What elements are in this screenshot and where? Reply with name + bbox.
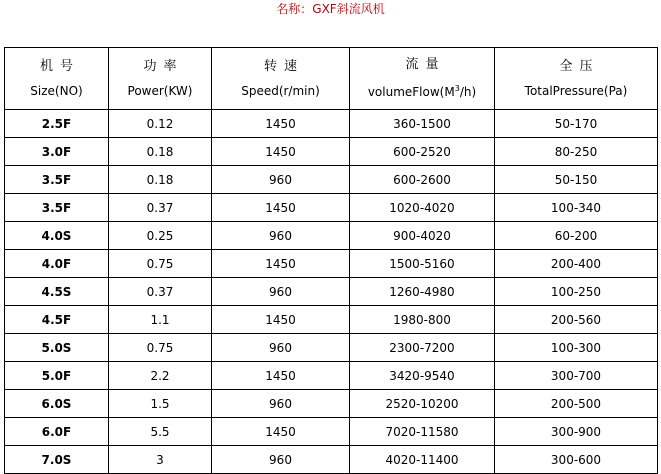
cell-pressure: 300-700	[495, 362, 658, 390]
table-row	[5, 278, 658, 306]
table-row	[5, 362, 658, 390]
cell-speed: 1450	[212, 250, 350, 278]
cell-power: 1.5	[109, 390, 212, 418]
cell-size: 5.0S	[5, 334, 109, 362]
header-flow-cn: 流量	[405, 57, 446, 72]
page-title: 名称：GXF斜流风机	[276, 2, 385, 16]
cell-power: 0.18	[109, 166, 212, 194]
header-speed	[212, 48, 350, 110]
cell-power: 0.37	[109, 194, 212, 222]
table-row	[5, 418, 658, 446]
cell-speed: 960	[212, 334, 350, 362]
cell-flow: 1500-5160	[350, 250, 495, 278]
cell-pressure: 100-340	[495, 194, 658, 222]
header-speed-en: Speed(r/min)	[241, 83, 320, 98]
header-flow-en-prefix: volumeFlow(M	[367, 85, 455, 99]
table-row	[5, 110, 658, 138]
cell-speed: 960	[212, 278, 350, 306]
cell-pressure: 60-200	[495, 222, 658, 250]
table-row	[5, 446, 658, 474]
header-size	[5, 48, 109, 110]
header-power	[109, 48, 212, 110]
cell-power: 1.1	[109, 306, 212, 334]
cell-pressure: 300-600	[495, 446, 658, 474]
cell-flow: 3420-9540	[350, 362, 495, 390]
cell-pressure: 200-560	[495, 306, 658, 334]
header-flow-en-suffix: /h)	[459, 85, 477, 99]
cell-power: 0.37	[109, 278, 212, 306]
cell-power: 0.25	[109, 222, 212, 250]
header-flow-en-sup: 3	[454, 84, 460, 93]
cell-power: 0.75	[109, 250, 212, 278]
cell-size: 3.5F	[5, 166, 109, 194]
table-row	[5, 334, 658, 362]
table-row	[5, 306, 658, 334]
fan-spec-table	[4, 47, 658, 474]
header-power-en: Power(KW)	[127, 83, 193, 98]
cell-power: 3	[109, 446, 212, 474]
table-row	[5, 390, 658, 418]
cell-power: 0.18	[109, 138, 212, 166]
cell-flow: 1020-4020	[350, 194, 495, 222]
cell-speed: 960	[212, 166, 350, 194]
cell-size: 4.0F	[5, 250, 109, 278]
cell-flow: 2520-10200	[350, 390, 495, 418]
table-row	[5, 250, 658, 278]
cell-size: 6.0F	[5, 418, 109, 446]
cell-speed: 960	[212, 222, 350, 250]
header-size-cn: 机号	[39, 58, 80, 74]
cell-size: 2.5F	[5, 110, 109, 138]
cell-pressure: 100-300	[495, 334, 658, 362]
cell-size: 4.5F	[5, 306, 109, 334]
cell-flow: 1980-800	[350, 306, 495, 334]
cell-pressure: 50-170	[495, 110, 658, 138]
table-row	[5, 222, 658, 250]
cell-flow: 360-1500	[350, 110, 495, 138]
cell-flow: 7020-11580	[350, 418, 495, 446]
cell-power: 5.5	[109, 418, 212, 446]
table-row	[5, 166, 658, 194]
header-flow-en	[350, 80, 494, 101]
cell-flow: 600-2520	[350, 138, 495, 166]
cell-speed: 1450	[212, 362, 350, 390]
table-header-row	[5, 48, 658, 110]
cell-pressure: 200-500	[495, 390, 658, 418]
header-speed-cn: 转速	[263, 58, 304, 74]
cell-speed: 1450	[212, 194, 350, 222]
cell-size: 4.0S	[5, 222, 109, 250]
cell-power: 0.75	[109, 334, 212, 362]
cell-speed: 1450	[212, 138, 350, 166]
cell-power: 2.2	[109, 362, 212, 390]
cell-size: 7.0S	[5, 446, 109, 474]
cell-pressure: 100-250	[495, 278, 658, 306]
table-row	[5, 138, 658, 166]
header-flow	[350, 48, 495, 110]
cell-pressure: 50-150	[495, 166, 658, 194]
header-pressure-cn: 全压	[559, 58, 600, 74]
cell-pressure: 200-400	[495, 250, 658, 278]
cell-pressure: 300-900	[495, 418, 658, 446]
cell-size: 3.5F	[5, 194, 109, 222]
cell-size: 4.5S	[5, 278, 109, 306]
cell-speed: 960	[212, 390, 350, 418]
cell-speed: 1450	[212, 110, 350, 138]
cell-flow: 600-2600	[350, 166, 495, 194]
cell-power: 0.12	[109, 110, 212, 138]
cell-size: 6.0S	[5, 390, 109, 418]
cell-speed: 960	[212, 446, 350, 474]
header-size-en: Size(NO)	[30, 83, 83, 98]
table-row	[5, 194, 658, 222]
cell-speed: 1450	[212, 306, 350, 334]
header-pressure	[495, 48, 658, 110]
header-pressure-en: TotalPressure(Pa)	[524, 83, 628, 98]
cell-flow: 1260-4980	[350, 278, 495, 306]
cell-speed: 1450	[212, 418, 350, 446]
cell-flow: 2300-7200	[350, 334, 495, 362]
cell-size: 3.0F	[5, 138, 109, 166]
cell-pressure: 80-250	[495, 138, 658, 166]
cell-flow: 4020-11400	[350, 446, 495, 474]
cell-size: 5.0F	[5, 362, 109, 390]
cell-flow: 900-4020	[350, 222, 495, 250]
header-power-cn: 功率	[143, 58, 184, 74]
